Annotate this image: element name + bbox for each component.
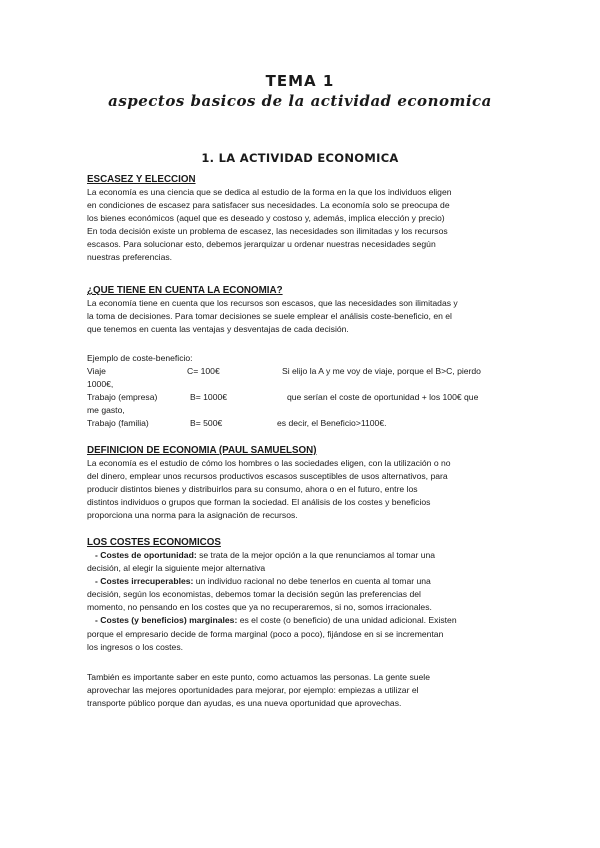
ejemplo-intro: Ejemplo de coste-beneficio: [87, 353, 193, 363]
coste-item [87, 575, 516, 588]
ejemplo-item: Trabajo (familia) [87, 418, 149, 429]
definicion-line: distintos individuos o grupos que forman la sociedad. El análisis de los costes y beneficios [87, 497, 431, 508]
definicion-line: del dinero, emplear unos recursos productivos escasos susceptibles de usos alternativos, para [87, 471, 448, 482]
costes-heading: LOS COSTES ECONOMICOS [87, 537, 221, 548]
definicion-line: producir distintos bienes y distribuirlos para su consumo, ahora o en el futuro, entre los [87, 484, 418, 495]
doc-title: TEMA 1 [265, 72, 335, 90]
ejemplo-item: Viaje [87, 366, 106, 377]
coste-text: se trata de la mejor opción a la que renunciamos al tomar una [199, 550, 436, 560]
escasez-heading: ESCASEZ Y ELECCION [87, 174, 196, 185]
definicion-heading: DEFINICION DE ECONOMIA (PAUL SAMUELSON) [87, 445, 317, 456]
ejemplo-value: C= 100€ [187, 366, 220, 377]
ejemplo-cont: 1000€, [87, 379, 114, 390]
tambien-section [87, 671, 516, 710]
tambien-line: También es importante saber en este punto, como actuamos las personas. La gente suele [87, 672, 430, 682]
ejemplo-item: Trabajo (empresa) [87, 392, 158, 403]
coste-line: momento, no pensando en los costes que ya no recuperaremos, si no, somos irracionales. [87, 602, 432, 613]
coste-text: un individuo racional no debe tenerlos en cuenta al tomar una [195, 576, 431, 587]
coste-line: decisión, según los economistas, debemos tomar la decisión según las preferencias del [87, 589, 421, 600]
definicion-line: La economía es el estudio de cómo los hombres o las sociedades eligen, con la utilización o no [87, 458, 451, 468]
coste-term: - Costes irrecuperables: [95, 576, 194, 587]
tiene-section [87, 284, 516, 336]
tiene-line: que tenemos en cuenta las ventajas y desventajas de cada decisión. [87, 324, 349, 335]
coste-text: es el coste (o beneficio) de una unidad adicional. Existen [239, 615, 457, 626]
ejemplo-value: B= 1000€ [190, 392, 228, 403]
section-title: 1. LA ACTIVIDAD ECONOMICA [201, 151, 399, 165]
coste-line: los ingresos o los costes. [87, 641, 184, 652]
coste-term: - Costes de oportunidad: [95, 550, 197, 560]
tiene-heading: ¿QUE TIENE EN CUENTA LA ECONOMIA? [87, 285, 283, 296]
ejemplo-cont: me gasto, [87, 405, 125, 416]
coste-item [87, 614, 516, 627]
coste-line: decisión, al elegir la siguiente mejor alternativa [87, 563, 266, 574]
ejemplo-row [87, 391, 516, 404]
tambien-line: transporte público porque dan ayudas, es una nueva oportunidad que aprovechas. [87, 698, 402, 709]
tambien-line: aprovechar las mejores oportunidades para mejorar, por ejemplo: empiezas a utilizar el [87, 685, 419, 696]
ejemplo-row [87, 365, 516, 378]
coste-line: porque el empresario decide de forma marginal (poco a poco), fijándose en si se incrementan [87, 628, 444, 639]
definicion-line: proporciona una norma para la asignación de recursos. [87, 510, 298, 521]
escasez-line: nuestras preferencias. [87, 252, 173, 263]
escasez-line: en condiciones de escasez para satisfacer sus necesidades. La economía solo se preocupa de [87, 200, 450, 211]
ejemplo-note: Si elijo la A y me voy de viaje, porque el B>C, pierdo [282, 366, 481, 377]
definicion-section [87, 444, 516, 522]
ejemplo-section [87, 352, 516, 431]
ejemplo-note: que serían el coste de oportunidad + los 100€ que [287, 392, 479, 403]
tiene-line: La economía tiene en cuenta que los recursos son escasos, que las necesidades son ilimitadas y [87, 298, 458, 308]
escasez-line: escasos. Para solucionar esto, debemos jerarquizar u ordenar nuestras necesidades según [87, 239, 436, 250]
escasez-section [87, 173, 516, 265]
coste-term: - Costes (y beneficios) marginales: [95, 615, 238, 626]
escasez-line: La economía es una ciencia que se dedica al estudio de la forma en la que los individuos eligen [87, 187, 452, 197]
escasez-line: los bienes económicos (aquel que es deseado y costoso y, además, implica elección y precio) [87, 213, 445, 224]
escasez-line: En toda decisión existe un problema de escasez, las necesidades son ilimitadas y los recursos [87, 226, 448, 237]
doc-subtitle: aspectos basicos de la actividad economica [108, 92, 492, 110]
ejemplo-row [87, 417, 516, 430]
ejemplo-note: es decir, el Beneficio>1100€. [277, 418, 387, 429]
ejemplo-value: B= 500€ [190, 418, 223, 429]
coste-item [87, 549, 516, 562]
tiene-line: la toma de decisiones. Para tomar decisiones se suele emplear el análisis coste-beneficio, en el [87, 311, 452, 322]
costes-section [87, 536, 516, 654]
